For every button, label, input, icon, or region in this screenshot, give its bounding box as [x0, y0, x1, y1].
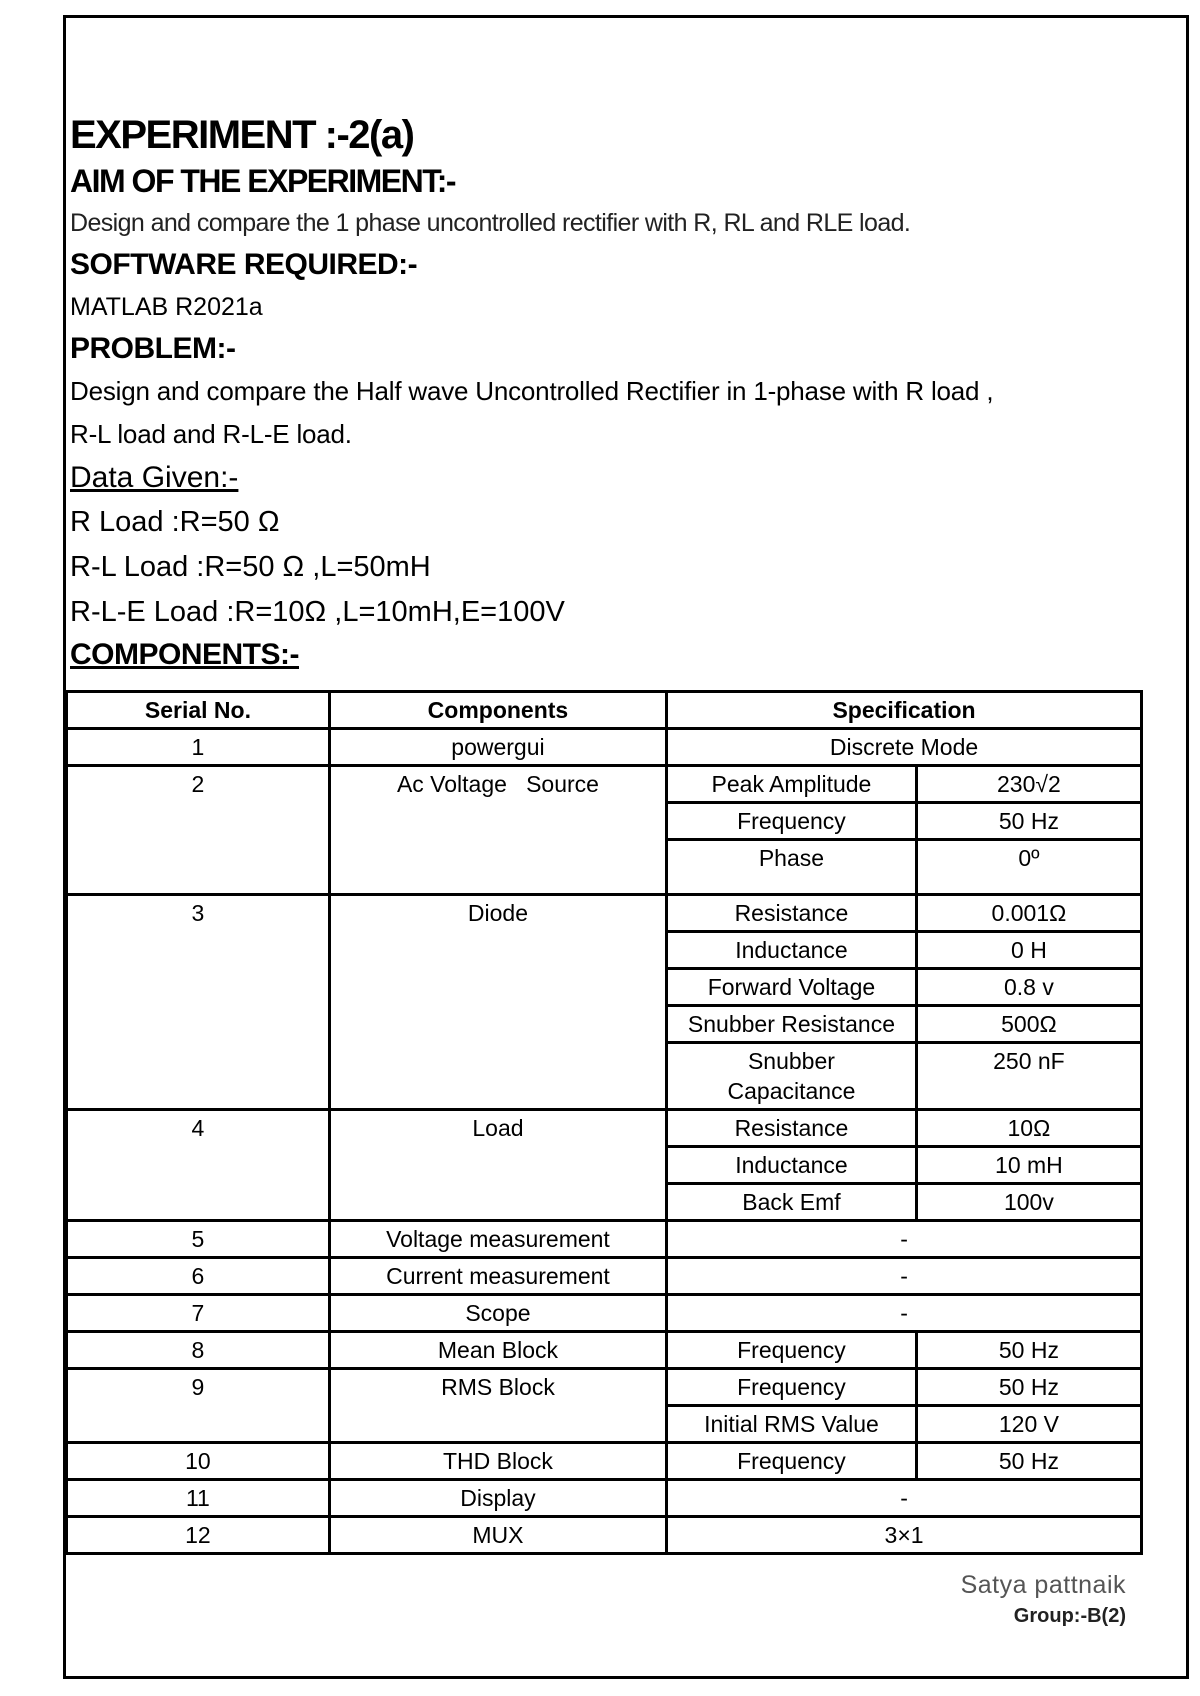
table-header-row: [67, 692, 1142, 729]
serial-cell: 10: [67, 1443, 330, 1480]
param-name-cell: Resistance: [667, 1110, 917, 1147]
param-value-cell: 50 Hz: [916, 1332, 1141, 1369]
table-row: [67, 1295, 1142, 1332]
param-name-cell: Frequency: [667, 1443, 917, 1480]
param-value-cell: 0 H: [916, 932, 1141, 969]
software-heading: SOFTWARE REQUIRED:-: [70, 248, 418, 281]
table-row: [67, 895, 1142, 932]
aim-text: Design and compare the 1 phase uncontrolled rectifier with R, RL and RLE load.: [70, 209, 911, 237]
data-given-r-load: R Load :R=50 Ω: [70, 506, 280, 538]
param-value-cell: 50 Hz: [916, 1369, 1141, 1406]
table-row: [67, 1258, 1142, 1295]
param-name-cell: Back Emf: [667, 1184, 917, 1221]
component-cell: MUX: [329, 1517, 666, 1554]
param-name-cell: Frequency: [667, 1369, 917, 1406]
serial-cell: 7: [67, 1295, 330, 1332]
group-label: Group:-B(2): [1013, 1605, 1126, 1627]
component-cell: RMS Block: [329, 1369, 666, 1443]
spec-cell: 3×1: [667, 1517, 1142, 1554]
param-value-cell: 120 V: [916, 1406, 1141, 1443]
table-row: [67, 1443, 1142, 1480]
document-body: [70, 110, 1150, 675]
table-row: [67, 729, 1142, 766]
spec-cell: Discrete Mode: [667, 729, 1142, 766]
param-value-cell: 10 mH: [916, 1147, 1141, 1184]
header-specification: Specification: [667, 692, 1142, 729]
table-row: [67, 1517, 1142, 1554]
param-value-cell: 250 nF: [916, 1043, 1141, 1110]
data-given-heading: Data Given:-: [70, 461, 239, 494]
aim-heading: AIM OF THE EXPERIMENT:-: [70, 163, 456, 199]
serial-cell: 12: [67, 1517, 330, 1554]
serial-cell: 6: [67, 1258, 330, 1295]
component-cell: Mean Block: [329, 1332, 666, 1369]
data-given-rle-load: R-L-E Load :R=10Ω ,L=10mH,E=100V: [70, 596, 565, 628]
table-row: [67, 766, 1142, 803]
param-name-cell: Frequency: [667, 803, 917, 840]
param-name-cell: Phase: [667, 840, 917, 895]
component-cell: powergui: [329, 729, 666, 766]
spec-cell: -: [667, 1221, 1142, 1258]
param-name-cell: Forward Voltage: [667, 969, 917, 1006]
component-cell: Current measurement: [329, 1258, 666, 1295]
spec-cell: -: [667, 1258, 1142, 1295]
serial-cell: 9: [67, 1369, 330, 1443]
software-text: MATLAB R2021a: [70, 293, 263, 321]
param-name-cell: Inductance: [667, 932, 917, 969]
param-name-cell: Resistance: [667, 895, 917, 932]
param-value-cell: 0º: [916, 840, 1141, 895]
problem-line-2: R-L load and R-L-E load.: [70, 419, 352, 449]
serial-cell: 8: [67, 1332, 330, 1369]
param-value-cell: 230√2: [916, 766, 1141, 803]
param-name-cell: Frequency: [667, 1332, 917, 1369]
serial-cell: 1: [67, 729, 330, 766]
param-value-cell: 100v: [916, 1184, 1141, 1221]
component-cell: Display: [329, 1480, 666, 1517]
table-row: [67, 1332, 1142, 1369]
header-components: Components: [329, 692, 666, 729]
serial-cell: 11: [67, 1480, 330, 1517]
param-value-cell: 50 Hz: [916, 1443, 1141, 1480]
param-value-cell: 50 Hz: [916, 803, 1141, 840]
spec-cell: -: [667, 1480, 1142, 1517]
component-cell: THD Block: [329, 1443, 666, 1480]
serial-cell: 3: [67, 895, 330, 1110]
problem-line-1: Design and compare the Half wave Uncontrolled Rectifier in 1-phase with R load ,: [70, 376, 994, 406]
problem-heading: PROBLEM:-: [70, 332, 236, 365]
serial-cell: 5: [67, 1221, 330, 1258]
component-cell: Load: [329, 1110, 666, 1221]
table-row: [67, 1221, 1142, 1258]
param-value-cell: 10Ω: [916, 1110, 1141, 1147]
component-cell: Diode: [329, 895, 666, 1110]
component-cell: Scope: [329, 1295, 666, 1332]
components-heading: COMPONENTS:-: [70, 638, 299, 671]
serial-cell: 2: [67, 766, 330, 895]
param-name-cell: Inductance: [667, 1147, 917, 1184]
param-name-cell: Initial RMS Value: [667, 1406, 917, 1443]
param-name-cell: Snubber Capacitance: [667, 1043, 917, 1110]
data-given-rl-load: R-L Load :R=50 Ω ,L=50mH: [70, 551, 431, 583]
header-serial: Serial No.: [67, 692, 330, 729]
table-row: [67, 1369, 1142, 1406]
components-table: [65, 690, 1143, 1555]
signature-block: [961, 1568, 1126, 1630]
param-name-cell: Snubber Resistance: [667, 1006, 917, 1043]
serial-cell: 4: [67, 1110, 330, 1221]
author-name: Satya pattnaik: [960, 1571, 1126, 1599]
param-value-cell: 500Ω: [916, 1006, 1141, 1043]
param-value-cell: 0.8 v: [916, 969, 1141, 1006]
experiment-title: EXPERIMENT :-2(a): [70, 113, 414, 157]
component-cell: Ac Voltage Source: [329, 766, 666, 895]
component-cell: Voltage measurement: [329, 1221, 666, 1258]
table-row: [67, 1480, 1142, 1517]
spec-cell: -: [667, 1295, 1142, 1332]
table-row: [67, 1110, 1142, 1147]
param-name-cell: Peak Amplitude: [667, 766, 917, 803]
param-value-cell: 0.001Ω: [916, 895, 1141, 932]
